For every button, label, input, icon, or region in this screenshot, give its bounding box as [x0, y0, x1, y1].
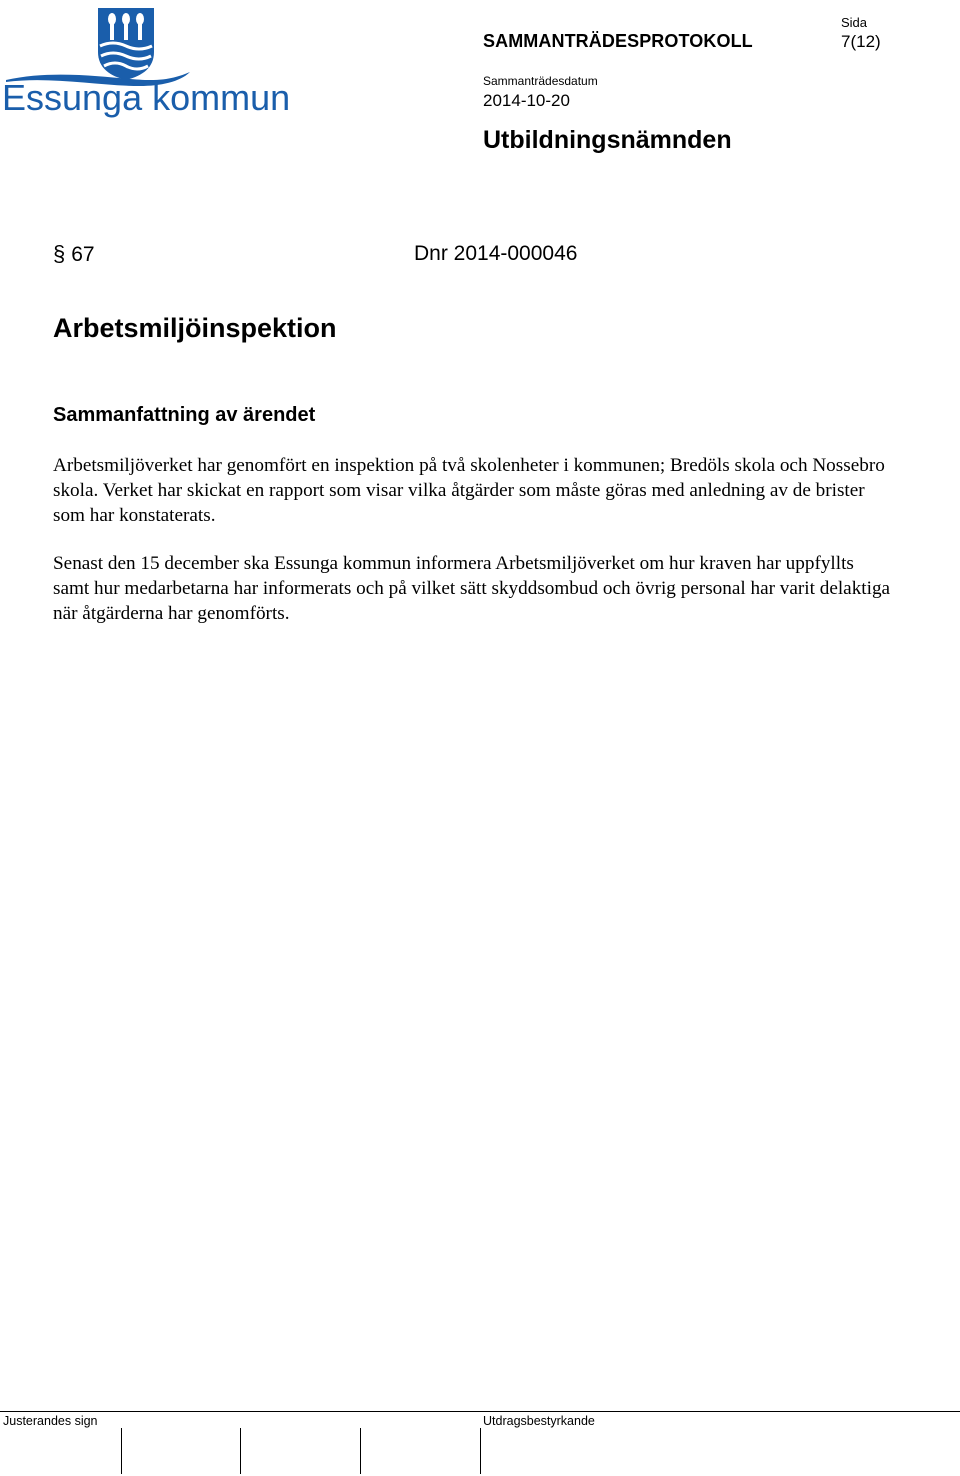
paragraph-number-value: 67 — [71, 243, 95, 266]
signature-box-divider — [360, 1428, 361, 1474]
body-paragraph-1: Arbetsmiljöverket har genomfört en inspektion på två skolenheter i kommunen; Bredöls skola och Nossebro skola. Verket har skickat en rapport som visar vilka åtgärder som måste göras med anledning av de brister som har konstaterats. — [53, 455, 885, 526]
page-title: Arbetsmiljöinspektion — [53, 313, 337, 343]
signature-box-divider — [121, 1428, 122, 1474]
footer-justerandes-sign-label: Justerandes sign — [3, 1414, 98, 1428]
page-label: Sida — [841, 15, 868, 30]
footer-divider — [0, 1411, 960, 1412]
logo-wordmark: Essunga kommun — [2, 77, 291, 118]
diary-number: Dnr 2014-000046 — [414, 242, 578, 265]
document-type: SAMMANTRÄDESPROTOKOLL — [483, 31, 753, 51]
meeting-date-label: Sammanträdesdatum — [483, 74, 598, 88]
summary-heading: Sammanfattning av ärendet — [53, 404, 316, 426]
body-paragraph-2: Senast den 15 december ska Essunga kommun informera Arbetsmiljöverket om hur kraven har uppfyllts samt hur medarbetarna har informerats och på vilket sätt skyddsombud och övrig personal har varit delaktiga när åtgärderna har genomförts. — [53, 553, 891, 624]
signature-box-divider — [480, 1428, 481, 1474]
coat-of-arms-icon — [0, 6, 291, 118]
footer-utdragsbestyrkande-label: Utdragsbestyrkande — [483, 1414, 595, 1428]
page-number: 7(12) — [841, 32, 881, 51]
committee-name: Utbildningsnämnden — [483, 126, 732, 154]
paragraph-number — [53, 241, 95, 267]
section-sign: § — [53, 241, 66, 266]
signature-box-divider — [240, 1428, 241, 1474]
meeting-date: 2014-10-20 — [483, 91, 570, 110]
essunga-kommun-logo — [0, 6, 291, 118]
